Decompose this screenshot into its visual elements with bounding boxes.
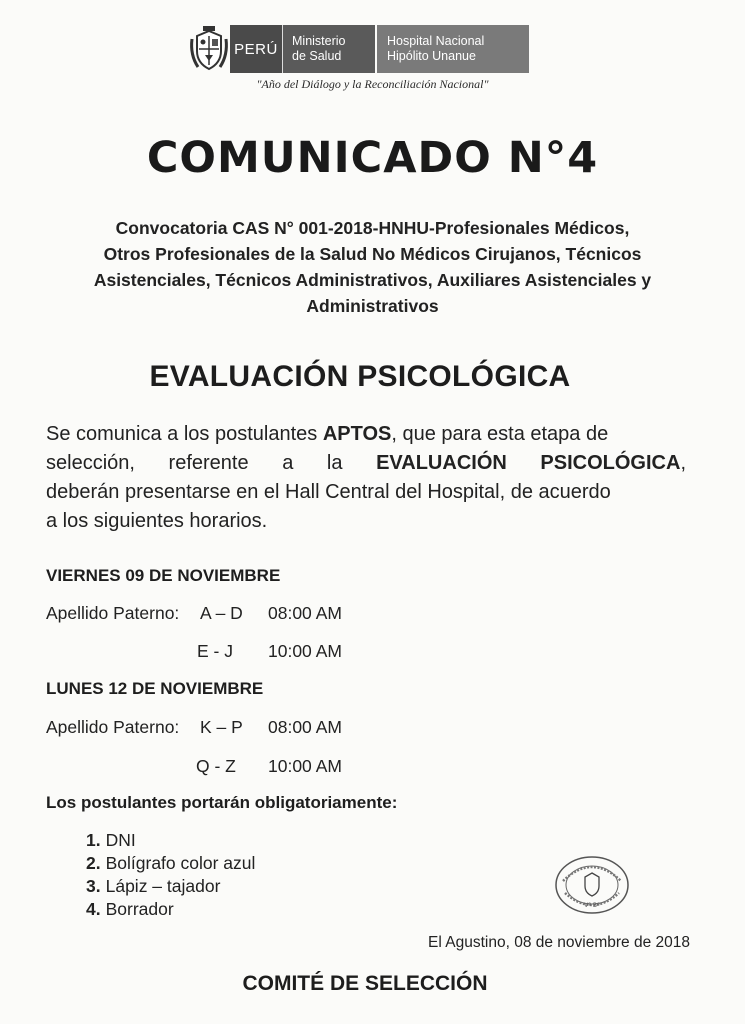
schedule-range: A – D	[200, 603, 243, 623]
schedule-range: K – P	[200, 717, 243, 737]
ministry-line-2: de Salud	[292, 49, 342, 63]
list-number: 4.	[86, 899, 101, 919]
svg-text:Vº Bº: Vº Bº	[584, 902, 600, 909]
list-number: 3.	[86, 876, 101, 896]
schedule-time: 10:00 AM	[268, 641, 342, 661]
country-label: PERÚ	[230, 25, 283, 73]
requirements-title: Los postulantes portarán obligatoriamente:	[46, 793, 398, 812]
body-line: a los siguientes horarios.	[46, 510, 268, 532]
place-and-date: El Agustino, 08 de noviembre de 2018	[428, 934, 690, 951]
schedule-day-heading: LUNES 12 DE NOVIEMBRE	[46, 679, 264, 698]
subtitle-line: Administrativos	[306, 296, 439, 316]
ministry-label	[283, 25, 377, 73]
institution-logo	[188, 25, 529, 73]
list-number: 2.	[86, 853, 101, 873]
subtitle-line: Otros Profesionales de la Salud No Médicos Cirujanos, Técnicos	[103, 244, 642, 264]
list-item	[86, 829, 255, 852]
list-text: Borrador	[105, 899, 174, 919]
year-motto: "Año del Diálogo y la Reconciliación Nacional"	[256, 77, 489, 91]
subtitle-line: Asistenciales, Técnicos Administrativos, Auxiliares Asistenciales y	[93, 270, 652, 290]
schedule-time: 10:00 AM	[268, 756, 342, 776]
body-text: ,	[680, 452, 686, 474]
subtitle-line: Convocatoria CAS N° 001-2018-HNHU-Profesionales Médicos,	[115, 218, 630, 238]
list-item	[86, 852, 255, 875]
signature-committee: COMITÉ DE SELECCIÓN	[242, 972, 488, 995]
hospital-line-2: Hipólito Unanue	[387, 49, 476, 63]
schedule-row-label: Apellido Paterno:	[46, 603, 180, 623]
body-paragraph	[46, 420, 686, 536]
body-emphasis: PSICOLÓGICA	[540, 452, 681, 474]
body-line	[46, 420, 686, 449]
hospital-label	[377, 25, 529, 73]
coat-of-arms-icon	[188, 25, 230, 73]
schedule-range: E - J	[197, 641, 233, 661]
list-number: 1.	[86, 830, 101, 850]
schedule-time: 08:00 AM	[268, 603, 342, 623]
schedule-time: 08:00 AM	[268, 717, 342, 737]
page-title: COMUNICADO N°4	[146, 133, 599, 183]
body-text: , que para esta etapa de	[391, 423, 609, 445]
hospital-line-1: Hospital Nacional	[387, 34, 485, 48]
list-item	[86, 898, 255, 921]
list-text: DNI	[105, 830, 136, 850]
body-emphasis: EVALUACIÓN	[376, 452, 507, 474]
body-text: referente	[168, 452, 249, 474]
body-emphasis: APTOS	[322, 423, 392, 445]
body-text: Se comunica a los postulantes	[46, 423, 318, 445]
list-text: Lápiz – tajador	[105, 876, 221, 896]
list-item	[86, 875, 255, 898]
requirements-list	[86, 829, 255, 921]
list-text: Bolígrafo color azul	[105, 853, 256, 873]
body-text: selección,	[46, 452, 135, 474]
body-text: la	[326, 452, 343, 474]
body-line	[46, 449, 686, 478]
schedule-range: Q - Z	[196, 756, 236, 776]
schedule-day-heading: VIERNES 09 DE NOVIEMBRE	[46, 566, 281, 585]
body-line: deberán presentarse en el Hall Central del Hospital, de acuerdo	[46, 481, 611, 503]
section-title: EVALUACIÓN PSICOLÓGICA	[149, 360, 571, 393]
ministry-line-1: Ministerio	[292, 34, 346, 48]
schedule-row-label: Apellido Paterno:	[46, 717, 180, 737]
official-stamp-icon	[553, 855, 631, 915]
announcement-subtitle	[40, 215, 705, 319]
body-text: a	[282, 452, 294, 474]
